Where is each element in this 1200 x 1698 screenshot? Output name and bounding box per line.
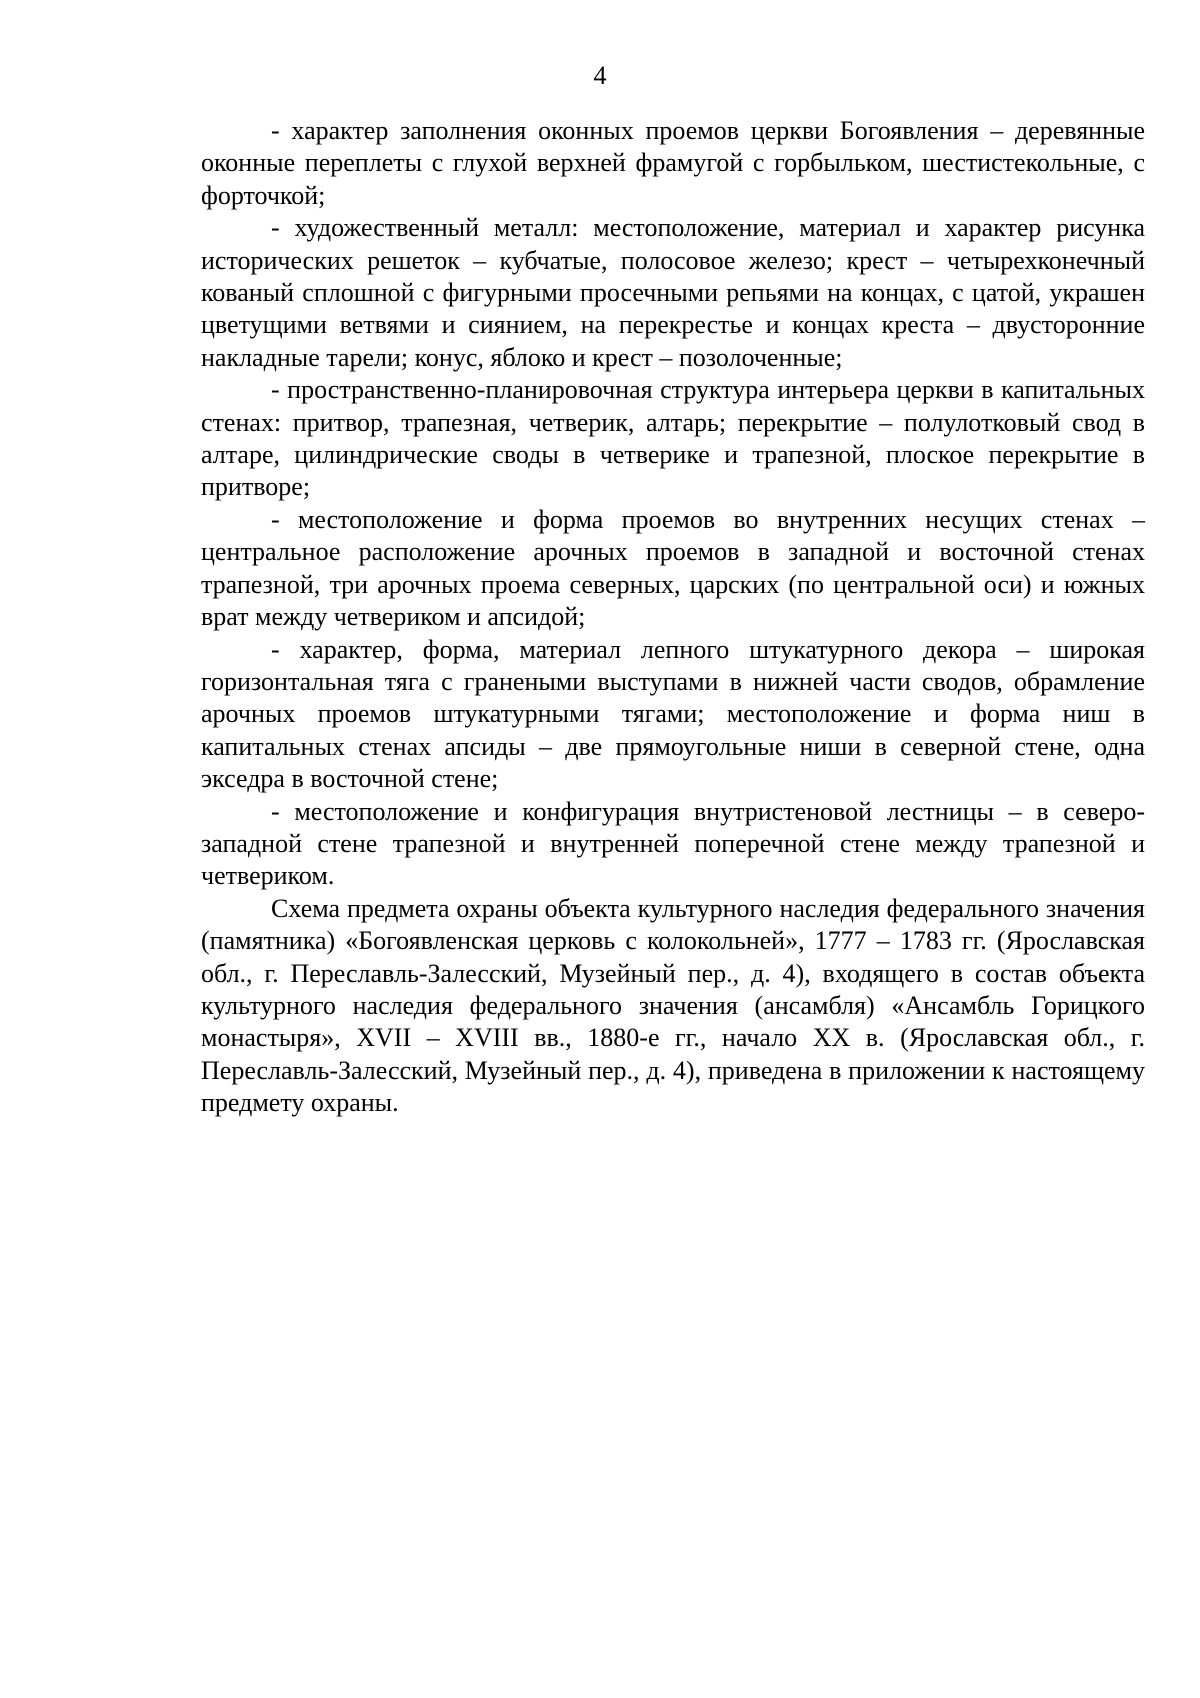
paragraph-window-fill: - характер заполнения оконных проемов церкви Богоявления – деревянные оконные переплеты с глухой верхней фрамугой с горбыльком, шестистекольные, с форточкой; bbox=[201, 116, 1145, 210]
paragraph-interior-structure: - пространственно-планировочная структура интерьера церкви в капитальных стенах: притвор, трапезная, четверик, алтарь; перекрытие – полулотковый свод в алтаре, цилиндрические своды в четверике и трапезной, плоское перекрытие в притворе; bbox=[201, 375, 1145, 502]
paragraph-inner-wall-openings: - местоположение и форма проемов во внутренних несущих стенах – центральное расположение арочных проемов в западной и восточной стенах трапезной, три арочных проема северных, царских (по центральной оси) и южных врат между четвериком и апсидой; bbox=[201, 504, 1145, 632]
paragraph-protection-scheme: Схема предмета охраны объекта культурного наследия федерального значения (памятника) «Богоявленская церковь с колокольней», 1777 – 1783 гг. (Ярославская обл., г. Переславль-Залесский, Музейный пер., д. 4), входящего в состав объекта культурного наследия федерального значения (ансамбля) «Ансамбль Горицкого монастыря», XVII – XVIII вв., 1880-е гг., начало XX в. (Ярославская обл., г. Переславль-Залесский, Музейный пер., д. 4), приведена в приложении к настоящему предмету охраны. bbox=[201, 893, 1145, 1118]
paragraph-stucco-decor: - характер, форма, материал лепного штукатурного декора – широкая горизонтальная тяга с гранеными выступами в нижней части сводов, обрамление арочных проемов штукатурными тягами; местоположение и форма ниш в капитальных стенах апсиды – две прямоугольные ниши в северной стене, одна экседра в восточной стене; bbox=[201, 634, 1145, 794]
document-body bbox=[201, 115, 1145, 1120]
paragraph-inner-staircase: - местоположение и конфигурация внутристеновой лестницы – в северо-западной стене трапезной и внутренней поперечной стене между трапезной и четвериком. bbox=[201, 796, 1145, 891]
paragraph-artistic-metal: - художественный металл: местоположение, материал и характер рисунка исторических решеток – кубчатые, полосовое железо; крест – четырехконечный кованый сплошной с фигурными просечными репьями на концах, с цатой, украшен цветущими ветвями и сиянием, на перекрестье и концах креста – двусторонние накладные тарели; конус, яблоко и крест – позолоченные; bbox=[201, 213, 1145, 372]
page-number: 4 bbox=[593, 61, 607, 90]
